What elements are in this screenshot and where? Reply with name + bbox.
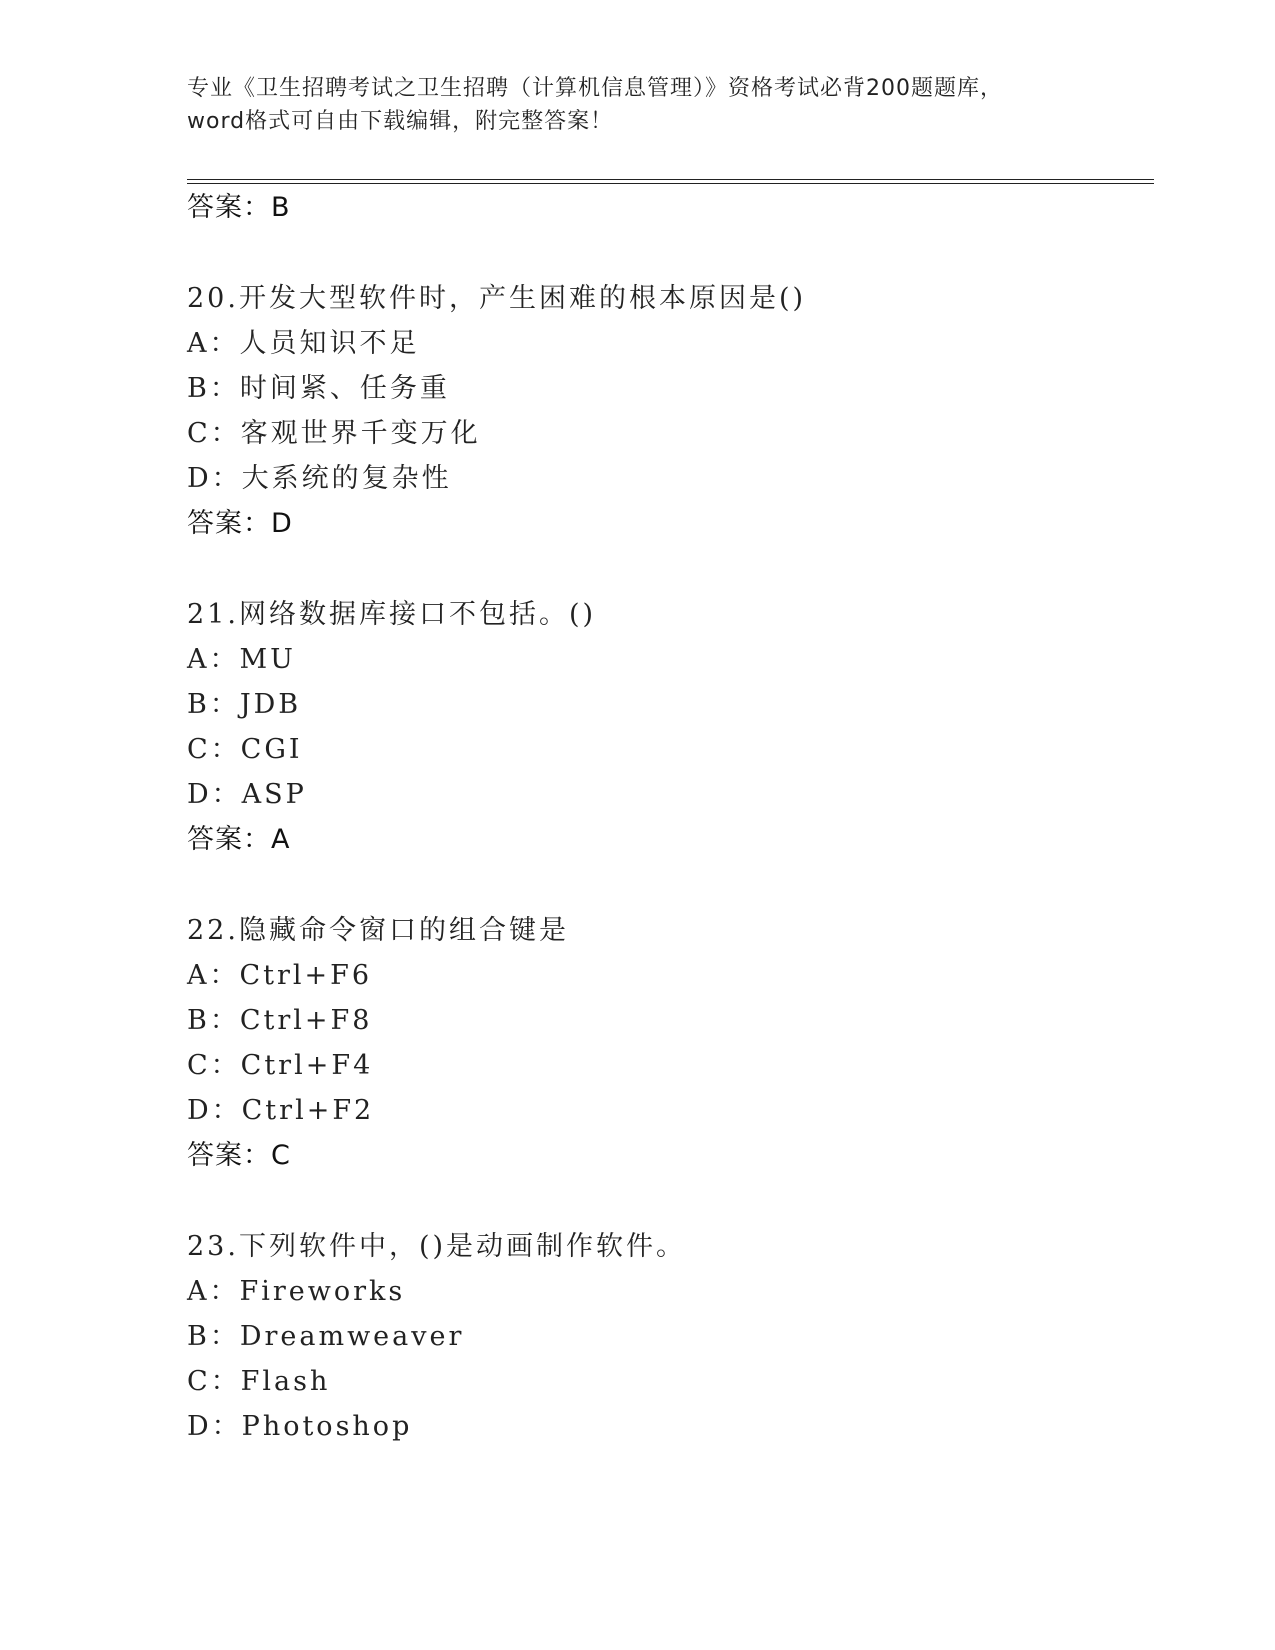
- question-21: 21.网络数据库接口不包括。(): [187, 599, 597, 630]
- header-divider-bottom: [187, 183, 1154, 184]
- question-21-answer: 答案：A: [187, 824, 291, 855]
- question-20-option-a: A：人员知识不足: [187, 328, 420, 359]
- question-20: 20.开发大型软件时，产生困难的根本原因是(): [187, 283, 807, 314]
- question-20-answer: 答案：D: [187, 508, 293, 539]
- question-22-option-d: D：Ctrl+F2: [187, 1095, 375, 1126]
- question-23-option-a: A：Fireworks: [187, 1276, 406, 1307]
- header-divider-top: [187, 179, 1154, 180]
- question-22-answer: 答案：C: [187, 1140, 291, 1171]
- question-22-option-b: B：Ctrl+F8: [187, 1005, 373, 1036]
- question-21-option-a: A：MU: [187, 644, 296, 675]
- question-20-option-c: C：客观世界千变万化: [187, 418, 481, 449]
- question-23-option-d: D：Photoshop: [187, 1411, 413, 1442]
- question-21-option-b: B：JDB: [187, 689, 302, 720]
- question-21-option-d: D：ASP: [187, 779, 307, 810]
- question-22: 22.隐藏命令窗口的组合键是: [187, 915, 569, 946]
- question-22-option-a: A：Ctrl+F6: [187, 960, 373, 991]
- question-23-option-b: B：Dreamweaver: [187, 1321, 465, 1352]
- answer-previous: 答案：B: [187, 192, 291, 223]
- question-22-option-c: C：Ctrl+F4: [187, 1050, 374, 1081]
- document-header: [187, 72, 1087, 138]
- header-line-1: 专业《卫生招聘考试之卫生招聘（计算机信息管理）》资格考试必背200题题库，: [187, 76, 1003, 101]
- question-20-option-b: B：时间紧、任务重: [187, 373, 450, 404]
- question-20-option-d: D：大系统的复杂性: [187, 463, 452, 494]
- question-23-option-c: C：Flash: [187, 1366, 331, 1397]
- question-21-option-c: C：CGI: [187, 734, 303, 765]
- question-23: 23.下列软件中，()是动画制作软件。: [187, 1231, 687, 1262]
- header-line-2: word格式可自由下载编辑，附完整答案！: [187, 109, 614, 134]
